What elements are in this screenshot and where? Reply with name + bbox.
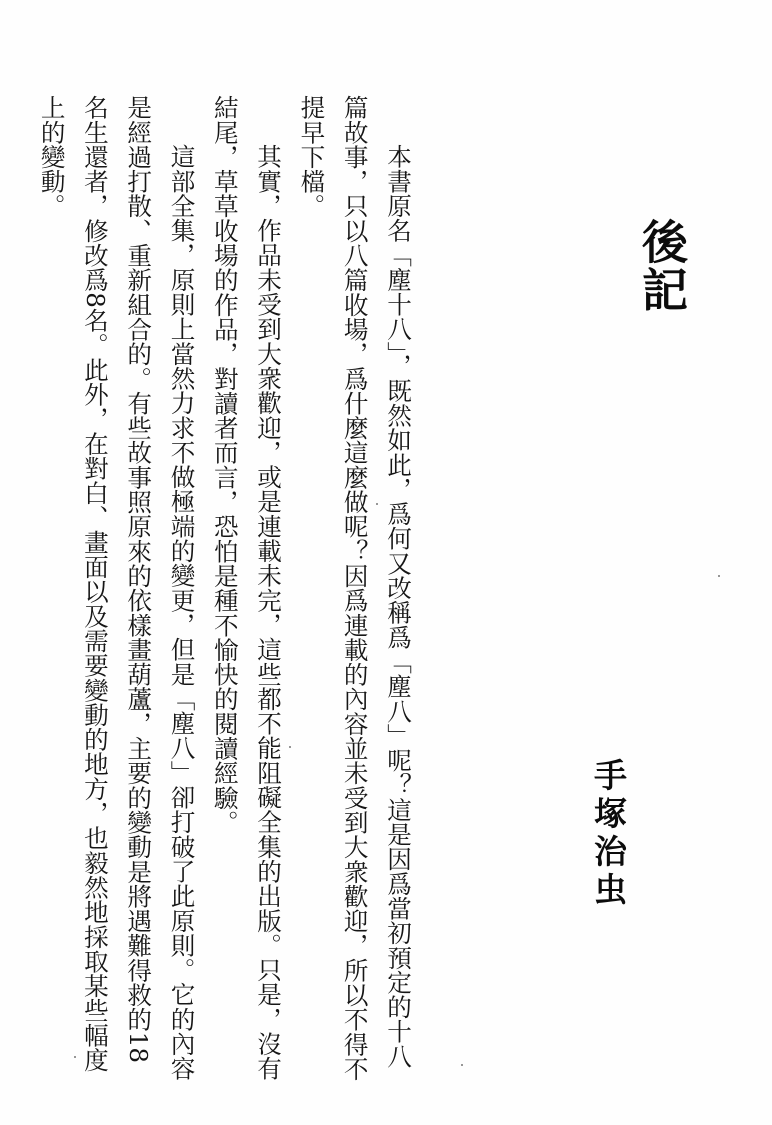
scan-speck: [289, 746, 291, 748]
page-title: 後記: [635, 218, 689, 314]
scan-speck: [376, 503, 378, 505]
scan-speck: [461, 1064, 463, 1066]
afterword-body: [30, 95, 420, 1085]
paragraph-3: 這部全集，原則上當然力求不做極端的變更，但是「塵八」卻打破了此原則。它的內容是經過打散、重新組合的。有些故事照原來的依樣畫葫蘆，主要的變動是將遇難得救的18名生還者，修改爲8名。此外，在對白、畫面以及需要變動的地方，也毅然地採取某些幅度上的變動。: [37, 95, 197, 1081]
paragraph-2: 其實，作品未受到大衆歡迎，或是連載未完，這些都不能阻礙全集的出版。只是，沒有結尾，草草收場的作品，對讀者而言，恐怕是種不愉快的閱讀經驗。: [210, 95, 284, 1081]
paragraph-1: 本書原名「塵十八」，既然如此，爲何又改稱爲「塵八」呢？這是因爲當初預定的十八篇故事，只以八篇收場，爲什麼這麼做呢？因爲連載的內容並未受到大衆歡迎，所以不得不提早下檔。: [297, 95, 413, 1081]
scan-speck: [718, 575, 720, 577]
scan-speck: [74, 1056, 76, 1058]
author-name: 手塚治虫: [589, 758, 628, 910]
